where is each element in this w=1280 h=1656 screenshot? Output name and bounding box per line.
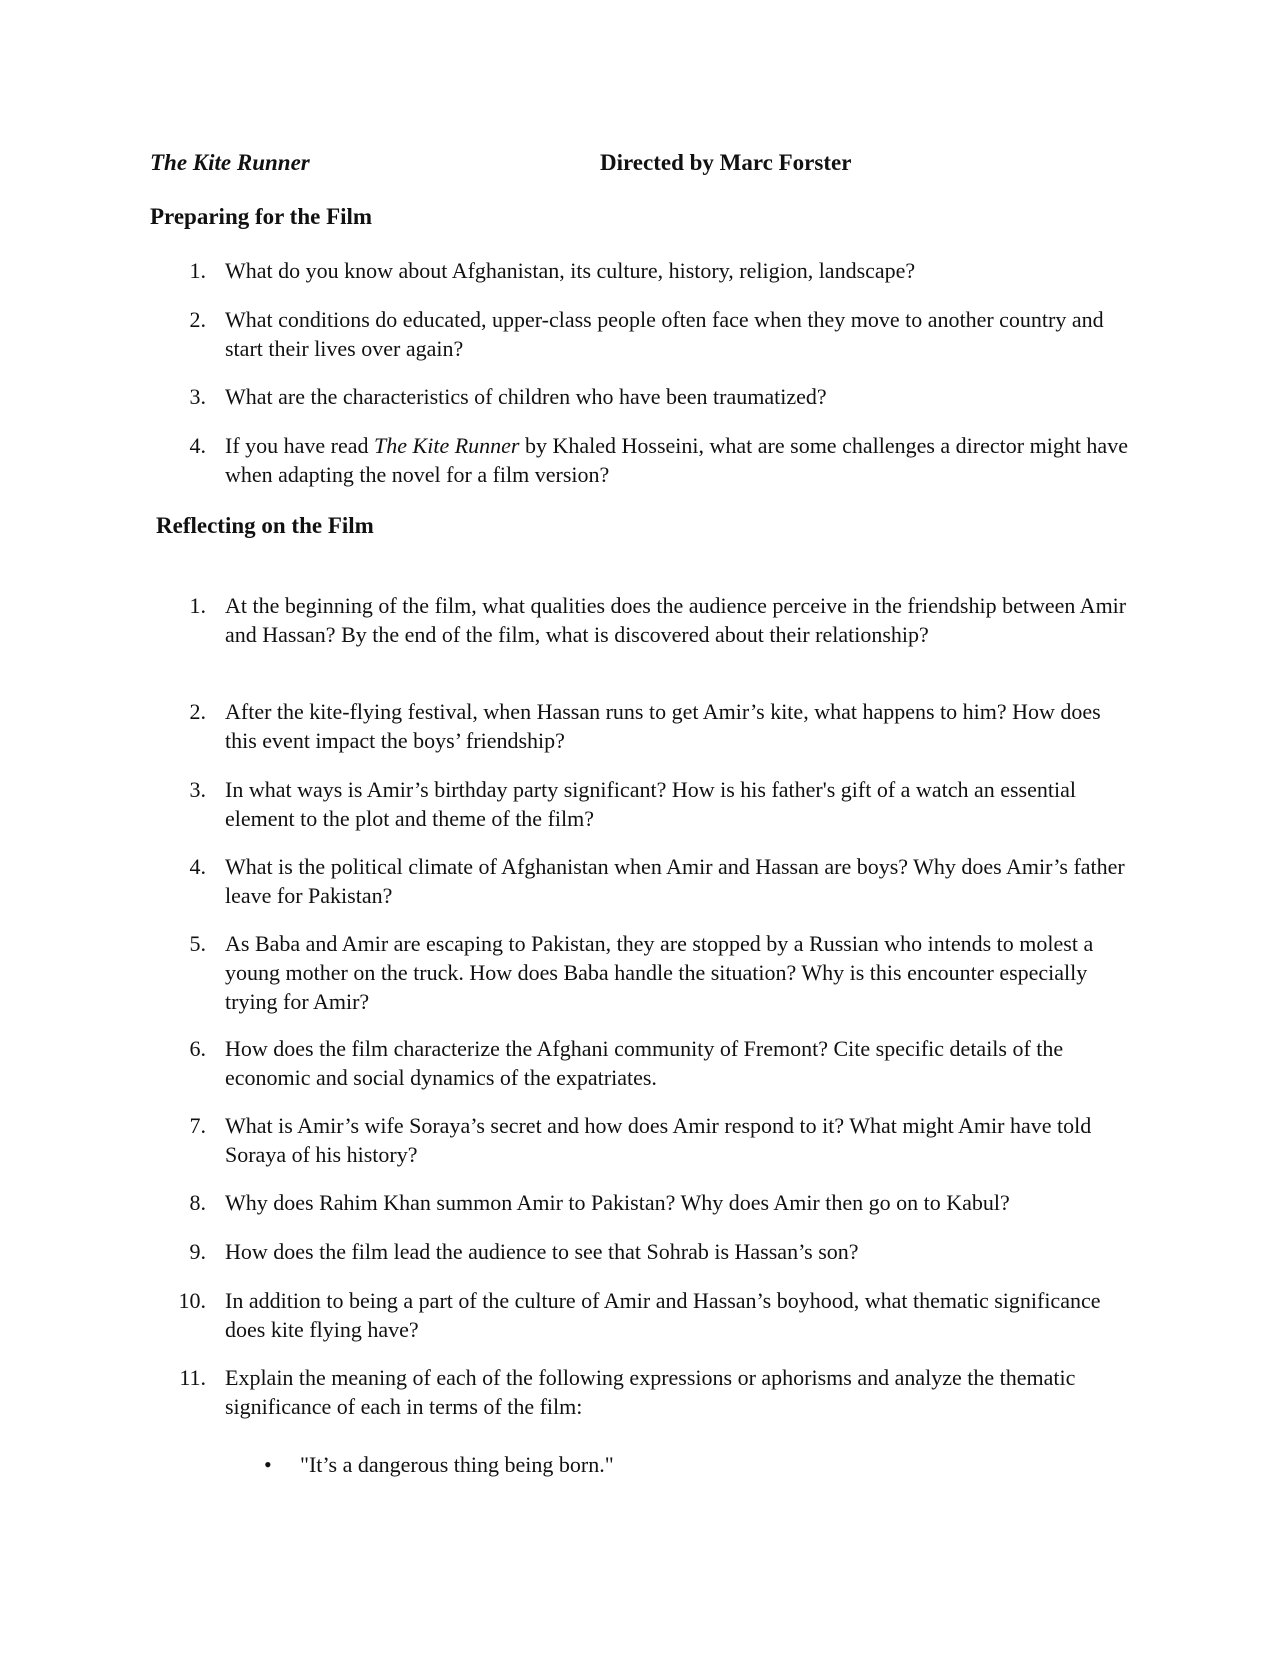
item-number: 2. <box>189 307 206 332</box>
item-text: How does the film lead the audience to see that Sohrab is Hassan’s son? <box>225 1239 859 1264</box>
item-number: 10. <box>178 1288 206 1313</box>
item-number: 5. <box>189 931 206 956</box>
film-title: The Kite Runner <box>150 150 310 175</box>
item-text: What conditions do educated, upper-class people often face when they move to another country and start their lives over again? <box>225 307 1104 361</box>
section-heading-preparing: Preparing for the Film <box>150 204 373 229</box>
item-text: In addition to being a part of the culture of Amir and Hassan’s boyhood, what thematic significance does kite flying have? <box>225 1288 1101 1342</box>
bullet-symbol: • <box>264 1452 272 1477</box>
item-text: What is Amir’s wife Soraya’s secret and how does Amir respond to it? What might Amir have told Soraya of his history? <box>225 1113 1092 1167</box>
item-text-after: by Khaled Hosseini, what are some challenges a director might have when adapting the novel for a film version? <box>225 433 1128 487</box>
item-number: 8. <box>189 1190 206 1215</box>
item-text <box>225 431 1135 489</box>
item-text: At the beginning of the film, what qualities does the audience perceive in the friendship between Amir and Hassan? By the end of the film, what is discovered about their relationship? <box>225 593 1127 647</box>
bullet-text: "It’s a dangerous thing being born." <box>300 1452 614 1477</box>
section-heading-reflecting: Reflecting on the Film <box>156 513 374 538</box>
item-text-before: If you have read <box>225 433 375 458</box>
item-text: How does the film characterize the Afghani community of Fremont? Cite specific details of the economic and social dynamics of the expatriates. <box>225 1036 1064 1090</box>
item-number: 11. <box>179 1365 206 1390</box>
item-text: What do you know about Afghanistan, its culture, history, religion, landscape? <box>225 258 916 283</box>
item-number: 7. <box>189 1113 206 1138</box>
item-number: 9. <box>189 1239 206 1264</box>
item-number: 1. <box>189 258 206 283</box>
item-text: In what ways is Amir’s birthday party significant? How is his father's gift of a watch an essential element to the plot and theme of the film? <box>225 777 1076 831</box>
book-title: The Kite Runner <box>374 433 520 458</box>
item-text: Why does Rahim Khan summon Amir to Pakistan? Why does Amir then go on to Kabul? <box>225 1190 1010 1215</box>
item-text: As Baba and Amir are escaping to Pakistan, they are stopped by a Russian who intends to molest a young mother on the truck. How does Baba handle the situation? Why is this encounter especially trying for Amir? <box>225 931 1094 1014</box>
item-number: 4. <box>189 433 206 458</box>
item-number: 6. <box>189 1036 206 1061</box>
item-number: 4. <box>189 854 206 879</box>
item-number: 3. <box>189 384 206 409</box>
item-number: 1. <box>189 593 206 618</box>
item-text: What is the political climate of Afghanistan when Amir and Hassan are boys? Why does Amir’s father leave for Pakistan? <box>225 854 1125 908</box>
item-text: What are the characteristics of children who have been traumatized? <box>225 384 827 409</box>
director-credit: Directed by Marc Forster <box>600 150 852 175</box>
item-number: 3. <box>189 777 206 802</box>
item-text: Explain the meaning of each of the following expressions or aphorisms and analyze the thematic significance of each in terms of the film: <box>225 1365 1076 1419</box>
item-number: 2. <box>189 699 206 724</box>
item-text: After the kite-flying festival, when Hassan runs to get Amir’s kite, what happens to him? How does this event impact the boys’ friendship? <box>225 699 1101 753</box>
